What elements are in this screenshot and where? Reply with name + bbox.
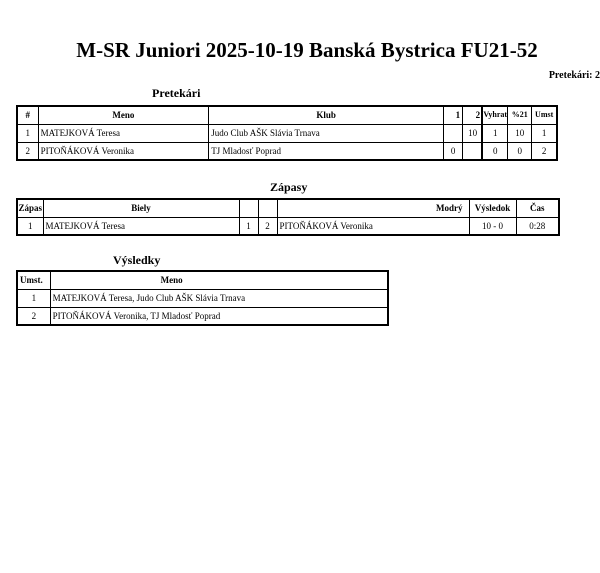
results-table — [16, 270, 389, 326]
column-separator — [481, 105, 483, 161]
match-white-num: 1 — [239, 217, 258, 235]
col-blue: Modrý — [277, 199, 469, 217]
col-wins: Vyhrat — [483, 106, 508, 124]
match-result: 10 - 0 — [469, 217, 516, 235]
competitors-section-title: Pretekári — [152, 86, 201, 100]
match-white-name: MATEJKOVÁ Teresa — [43, 217, 239, 235]
competitor-number: 2 — [17, 142, 38, 160]
match-blue-num: 2 — [258, 217, 277, 235]
competitor-wins: 1 — [483, 124, 508, 142]
table-row — [17, 217, 559, 235]
col-match: Zápas — [17, 199, 43, 217]
result-place: 2 — [17, 307, 50, 325]
col-name: Meno — [38, 106, 209, 124]
results-section-title: Výsledky — [113, 253, 161, 267]
page-title: M-SR Juniori 2025-10-19 Banská Bystrica FU21-52 — [76, 38, 538, 62]
competitor-score: 10 — [508, 124, 532, 142]
competitor-club: TJ Mladosť Poprad — [209, 142, 444, 160]
matches-header-row — [17, 199, 559, 217]
result-cell-2-1: 0 — [444, 142, 463, 160]
competitor-name: PITOŇÁKOVÁ Veronika — [38, 142, 209, 160]
competitor-score: 0 — [508, 142, 532, 160]
col-round-1: 1 — [444, 106, 463, 124]
competitor-club: Judo Club AŠK Slávia Trnava — [209, 124, 444, 142]
result-cell-1-2: 10 — [463, 124, 483, 142]
match-blue-name: PITOŇÁKOVÁ Veronika — [277, 217, 469, 235]
col-place: Umst. — [17, 271, 50, 289]
competitor-name: MATEJKOVÁ Teresa — [38, 124, 209, 142]
result-name: MATEJKOVÁ Teresa, Judo Club AŠK Slávia Trnava — [50, 289, 388, 307]
table-row — [17, 124, 557, 142]
col-time: Čas — [516, 199, 559, 217]
col-result: Výsledok — [469, 199, 516, 217]
competitor-number: 1 — [17, 124, 38, 142]
col-white: Biely — [43, 199, 239, 217]
competitors-count: Pretekári: 2 — [548, 70, 600, 81]
result-cell-2-2 — [463, 142, 483, 160]
table-row — [17, 307, 388, 325]
col-round-2: 2 — [463, 106, 483, 124]
competitor-place: 2 — [532, 142, 557, 160]
result-cell-1-1 — [444, 124, 463, 142]
col-white-num — [239, 199, 258, 217]
competitor-wins: 0 — [483, 142, 508, 160]
table-row — [17, 289, 388, 307]
match-number: 1 — [17, 217, 43, 235]
competitors-header-row — [17, 106, 557, 124]
col-blue-num — [258, 199, 277, 217]
col-club: Klub — [209, 106, 444, 124]
competitors-table — [16, 105, 558, 161]
result-name: PITOŇÁKOVÁ Veronika, TJ Mladosť Poprad — [50, 307, 388, 325]
result-place: 1 — [17, 289, 50, 307]
col-name: Meno — [50, 271, 388, 289]
match-time: 0:28 — [516, 217, 559, 235]
col-number: # — [17, 106, 38, 124]
results-header-row — [17, 271, 388, 289]
competitor-place: 1 — [532, 124, 557, 142]
col-place: Umst — [532, 106, 557, 124]
matches-section-title: Zápasy — [270, 180, 308, 194]
matches-table — [16, 198, 560, 236]
table-row — [17, 142, 557, 160]
col-score: %21 — [508, 106, 532, 124]
